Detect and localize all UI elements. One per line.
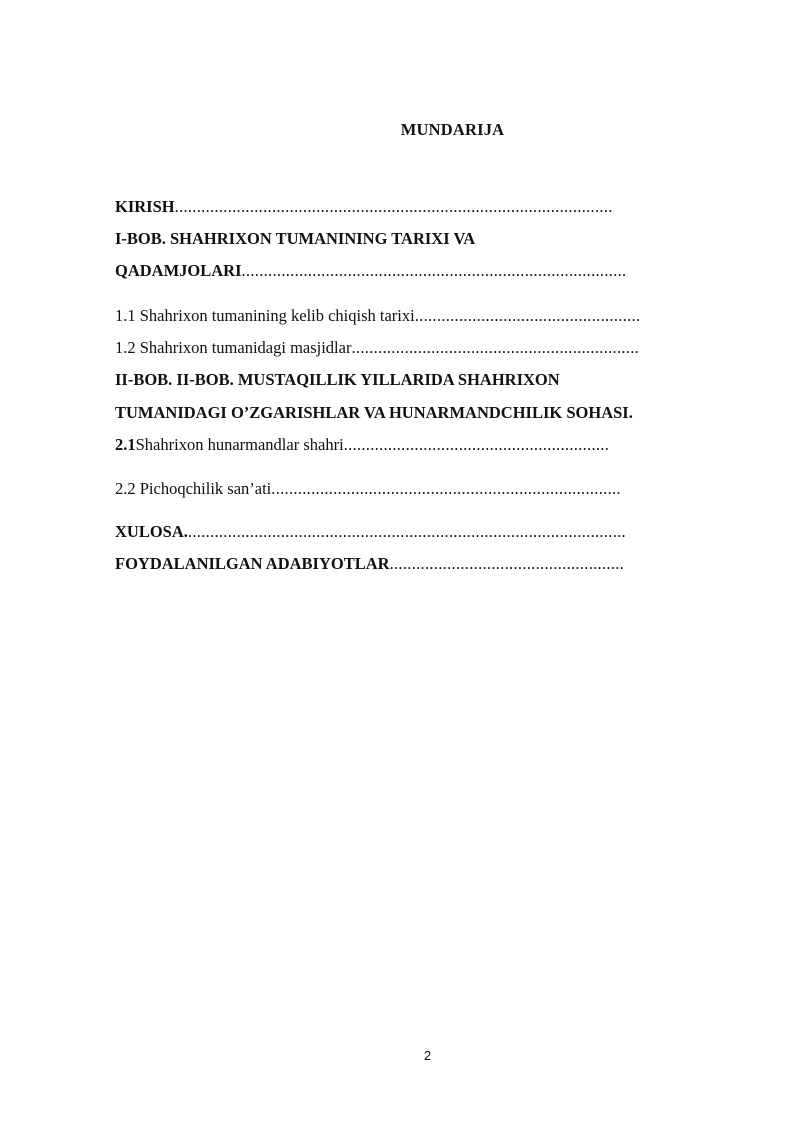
toc-entry-heading: TUMANIDAGI O’ZGARISHLAR VA HUNARMANDCHILIK SOHASI.	[115, 403, 633, 422]
page-number: 2	[423, 1048, 432, 1063]
page-title: MUNDARIJA	[400, 120, 505, 139]
toc-entry-text: 1.1 Shahrixon tumanining kelib chiqish tarixi	[115, 306, 415, 325]
toc-leader-dots: ...................................................................................................	[187, 522, 626, 541]
toc-entry-heading: KIRISH	[115, 197, 175, 216]
toc-leader-dots: .....................................................	[389, 554, 625, 573]
toc-entry-heading: I-BOB. SHAHRIXON TUMANINING TARIXI VA	[115, 229, 476, 248]
toc-leader-dots: .......................................................................................	[241, 261, 627, 280]
toc-entry-1-1	[115, 306, 640, 326]
toc-leader-dots: ............................................................	[343, 435, 610, 454]
toc-entry-text: 1.2 Shahrixon tumanidagi masjidlar	[115, 338, 352, 357]
toc-entry-heading: XULOSA.	[115, 522, 188, 541]
toc-leader-dots: ...................................................	[414, 306, 641, 325]
toc-entry-number: 2.1	[115, 435, 136, 454]
toc-entry-kirish	[115, 197, 613, 217]
toc-entry-text: Shahrixon hunarmandlar shahri	[135, 435, 344, 454]
toc-entry-chapter-2-line-1	[115, 370, 560, 390]
toc-entry-heading: II-BOB. II-BOB. MUSTAQILLIK YILLARIDA SHAHRIXON	[115, 370, 560, 389]
toc-entry-1-2	[115, 338, 639, 358]
toc-entry-xulosa	[115, 522, 626, 542]
toc-entry-chapter-1-line-1	[115, 229, 475, 249]
toc-entry-adabiyotlar	[115, 554, 624, 574]
toc-entry-chapter-2-line-2	[115, 403, 633, 423]
toc-entry-heading: QADAMJOLARI	[115, 261, 242, 280]
toc-leader-dots: ...................................................................................................	[174, 197, 613, 216]
toc-entry-text: 2.2 Pichoqchilik san’ati	[115, 479, 272, 498]
toc-leader-dots: ...............................................................................	[271, 479, 621, 498]
toc-entry-2-1	[115, 435, 609, 455]
toc-entry-chapter-1-line-2	[115, 261, 626, 281]
toc-leader-dots: .................................................................	[351, 338, 640, 357]
toc-entry-heading: FOYDALANILGAN ADABIYOTLAR	[115, 554, 390, 573]
toc-entry-2-2	[115, 479, 621, 499]
